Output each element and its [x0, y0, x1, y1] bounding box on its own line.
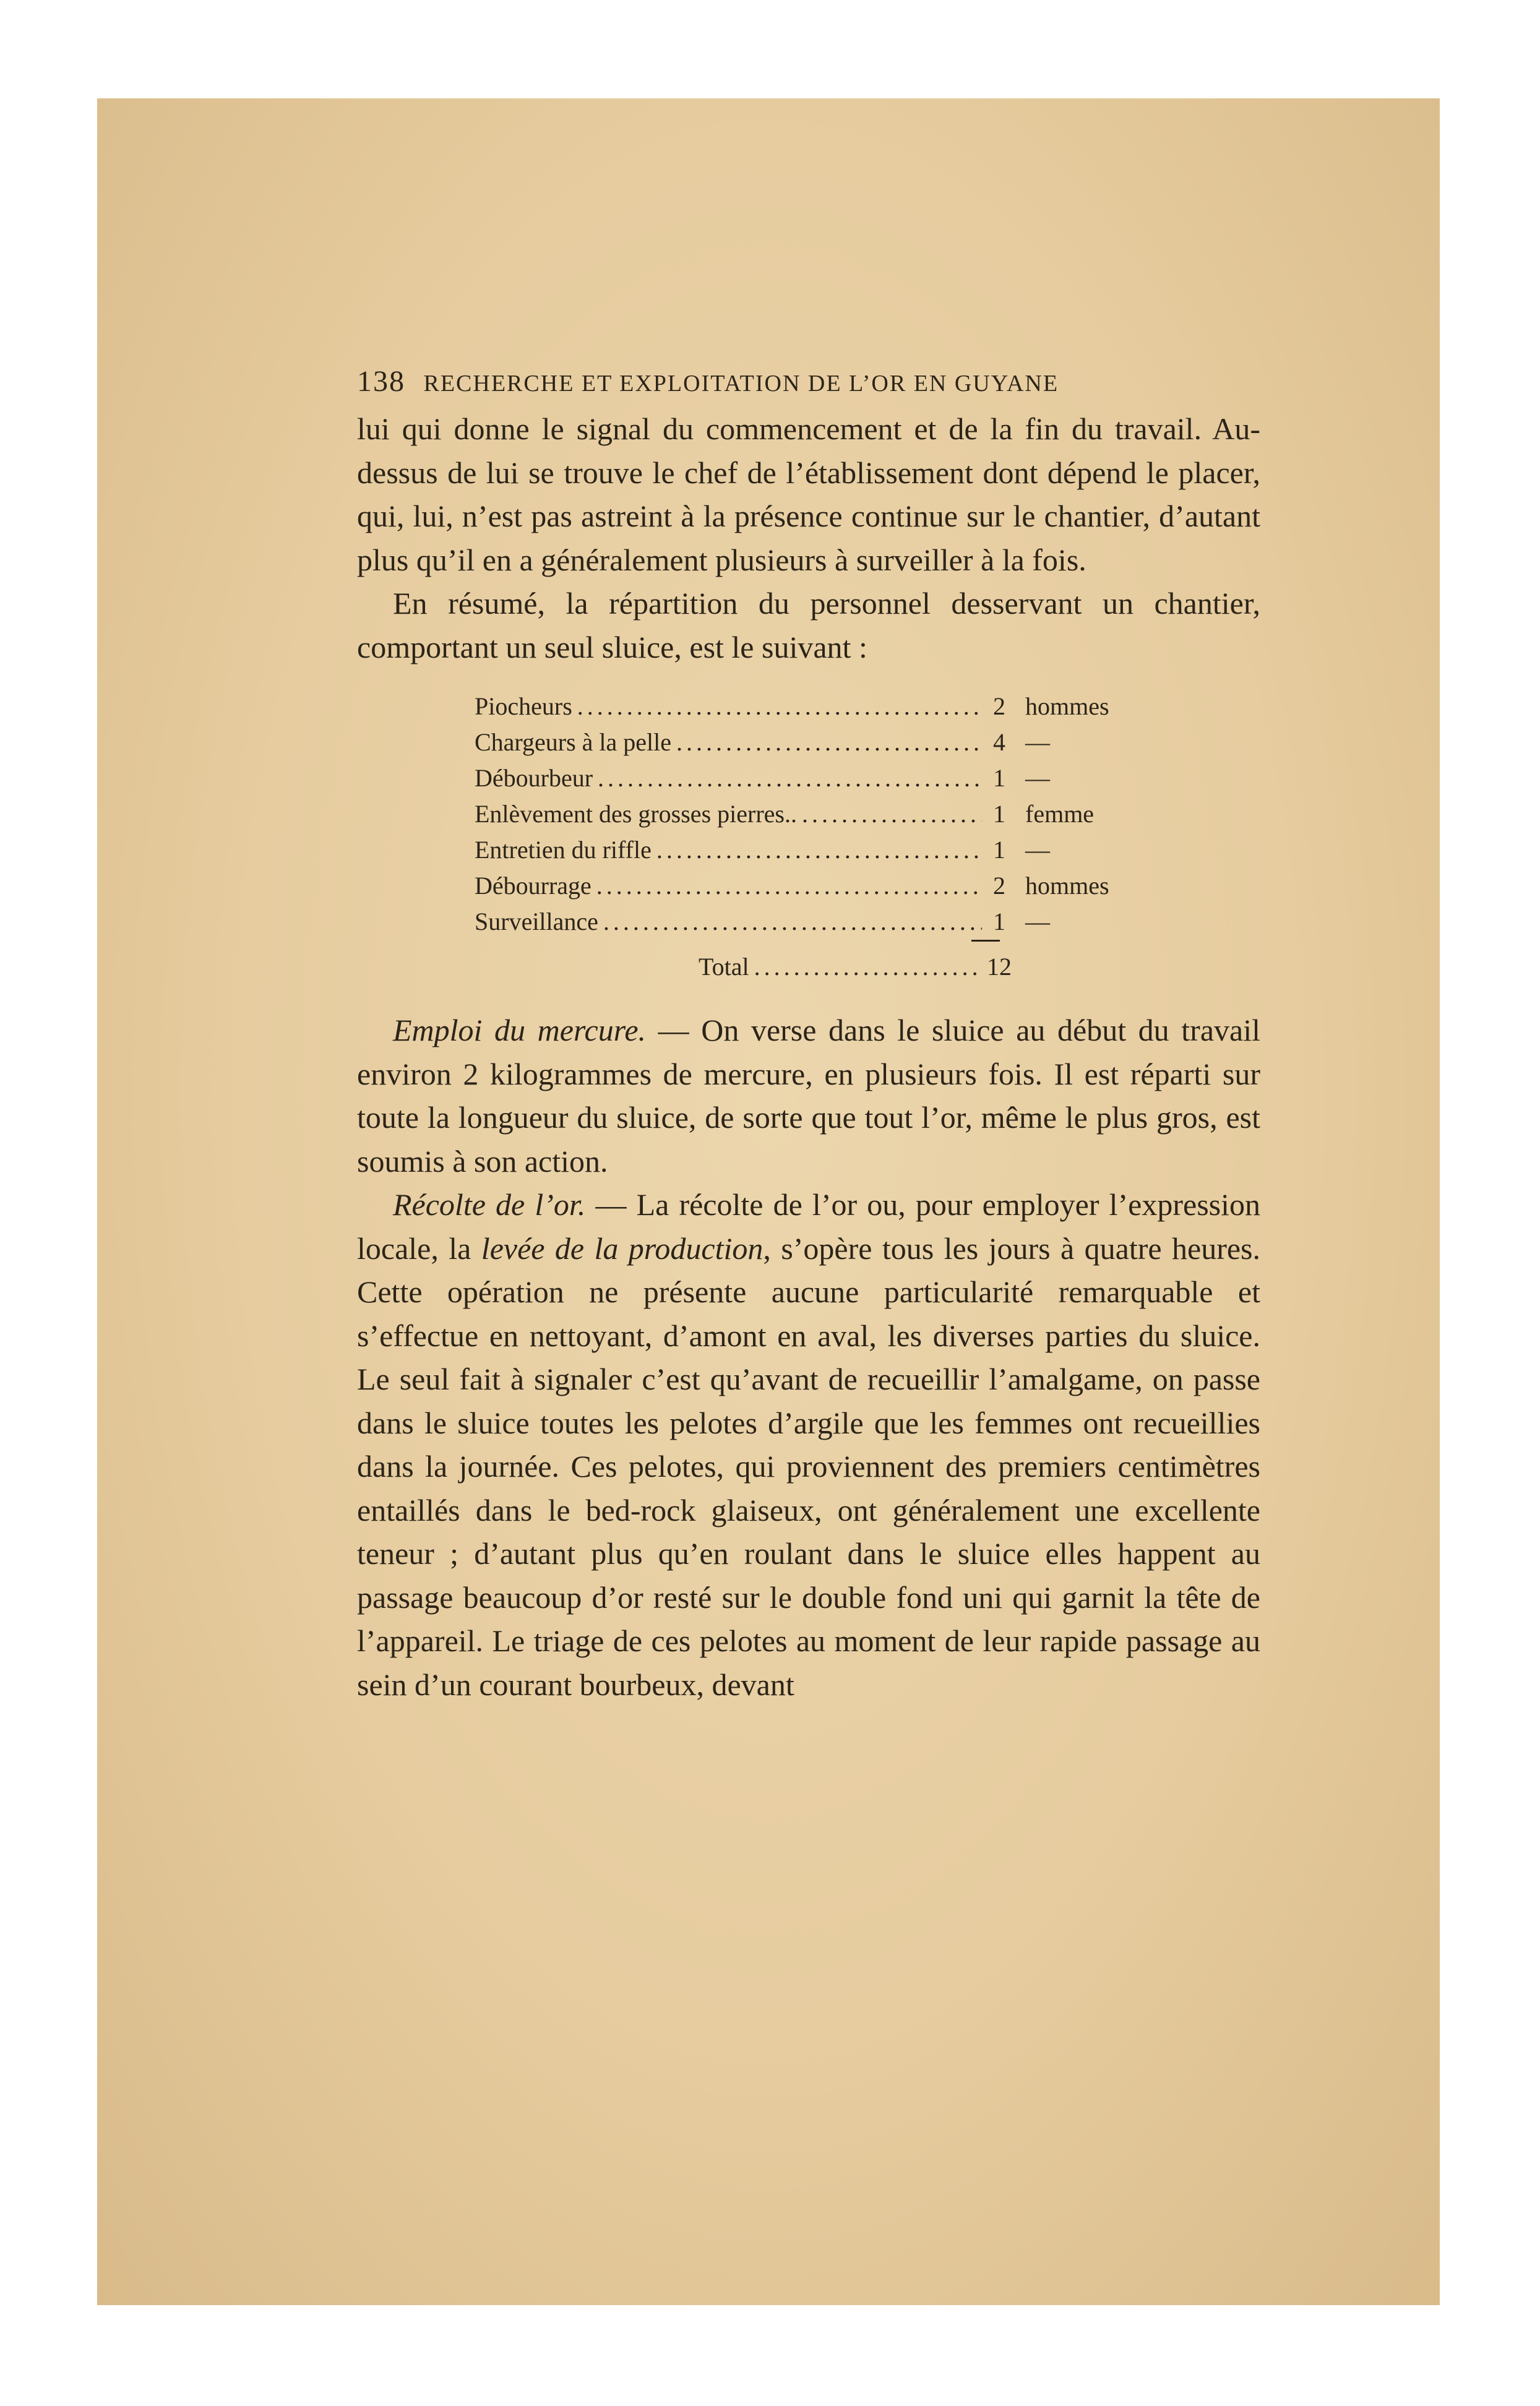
dot-leader — [676, 724, 982, 760]
running-head — [357, 364, 1260, 398]
section-heading-recolte: Récolte de l’or. — [393, 1187, 586, 1222]
row-label: Débourrage — [475, 872, 591, 900]
dot-leader — [603, 904, 982, 940]
book-page — [97, 98, 1440, 2305]
table-row — [475, 724, 1155, 760]
table-row — [475, 760, 1155, 796]
table-row — [475, 868, 1155, 904]
dot-leader — [656, 832, 982, 868]
row-unit: — — [1025, 908, 1050, 935]
paragraph-mercure — [357, 1008, 1260, 1183]
row-unit: femme — [1025, 800, 1095, 828]
row-label: Enlèvement des grosses pierres.. — [475, 800, 797, 828]
dot-leader — [754, 947, 982, 987]
dot-leader — [802, 796, 982, 832]
row-label: Débourbeur — [475, 764, 593, 792]
table-row — [475, 904, 1155, 940]
row-unit: — — [1025, 836, 1050, 864]
page-number: 138 — [357, 365, 405, 398]
table-row — [475, 832, 1155, 868]
page-text-block — [357, 364, 1260, 1706]
total-label: Total — [699, 953, 749, 981]
row-count: 1 — [993, 836, 1005, 864]
row-label: Piocheurs — [475, 692, 572, 720]
row-count: 1 — [993, 908, 1005, 935]
table-total-row — [475, 947, 1155, 987]
dot-leader — [598, 760, 982, 796]
paragraph-recolte — [357, 1183, 1260, 1706]
row-unit: — — [1025, 764, 1050, 792]
row-unit: hommes — [1025, 872, 1109, 900]
paragraph-recolte-text-b: , s’opère tous les jours à quatre heures. Cette opération ne présente aucune particularité remarquable et s’effectue en nettoyant, d’amont en aval, les diverses parties du sluice. Le seul fait à signaler c’est qu’avant de recueillir l’amalgame, on passe dans le sluice toutes les pelotes d’argile que les femmes ont recueillies dans la journée. Ces pelotes, qui proviennent des premiers centimètres entaillés dans le bed-rock glaiseux, ont généralement une excellente teneur ; d’autant plus qu’en roulant dans le sluice elles happent au passage beaucoup d’or resté sur le double fond uni qui garnit la tête de l’appareil. Le triage de ces pelotes au moment de leur rapide passage au sein d’un courant bourbeux, devant — [357, 1231, 1260, 1702]
dot-leader — [577, 689, 982, 724]
italic-phrase: levée de la production — [481, 1231, 764, 1266]
row-count: 2 — [993, 872, 1005, 900]
row-count: 4 — [993, 728, 1005, 756]
total-value: 12 — [987, 953, 1012, 981]
row-count: 1 — [993, 800, 1005, 828]
row-label: Entretien du riffle — [475, 836, 652, 864]
table-row — [475, 689, 1155, 724]
row-unit: — — [1025, 728, 1050, 756]
personnel-table — [475, 689, 1155, 987]
row-label: Surveillance — [475, 908, 598, 935]
table-row — [475, 796, 1155, 832]
paragraph-recolte-text-a: — La récolte de l’or ou, pour employer l’expression locale, la — [357, 1187, 1261, 1266]
section-heading-mercure: Emploi du mercure. — [393, 1013, 647, 1047]
running-title: RECHERCHE ET EXPLOITATION DE L’OR EN GUYANE — [423, 371, 1059, 397]
dot-leader — [596, 868, 982, 904]
paragraph-2: En résumé, la répartition du personnel desservant un chantier, comportant un seul sluice, est le suivant : — [357, 586, 1260, 664]
row-count: 2 — [993, 692, 1005, 720]
paragraph-1: lui qui donne le signal du commencement et de la fin du travail. Au-dessus de lui se trouve le chef de l’établissement dont dépend le placer, qui, lui, n’est pas astreint à la présence continue sur le chantier, d’autant plus qu’il en a généralement plusieurs à surveiller à la fois. — [357, 411, 1260, 577]
row-count: 1 — [993, 764, 1005, 792]
row-label: Chargeurs à la pelle — [475, 728, 672, 756]
total-rule — [971, 940, 1000, 947]
paragraph-mercure-text: — On verse dans le sluice au début du travail environ 2 kilogrammes de mercure, en plusieurs fois. Il est réparti sur toute la longueur du sluice, de sorte que tout l’or, même le plus gros, est soumis à son action. — [357, 1013, 1260, 1179]
row-unit: hommes — [1025, 692, 1109, 720]
